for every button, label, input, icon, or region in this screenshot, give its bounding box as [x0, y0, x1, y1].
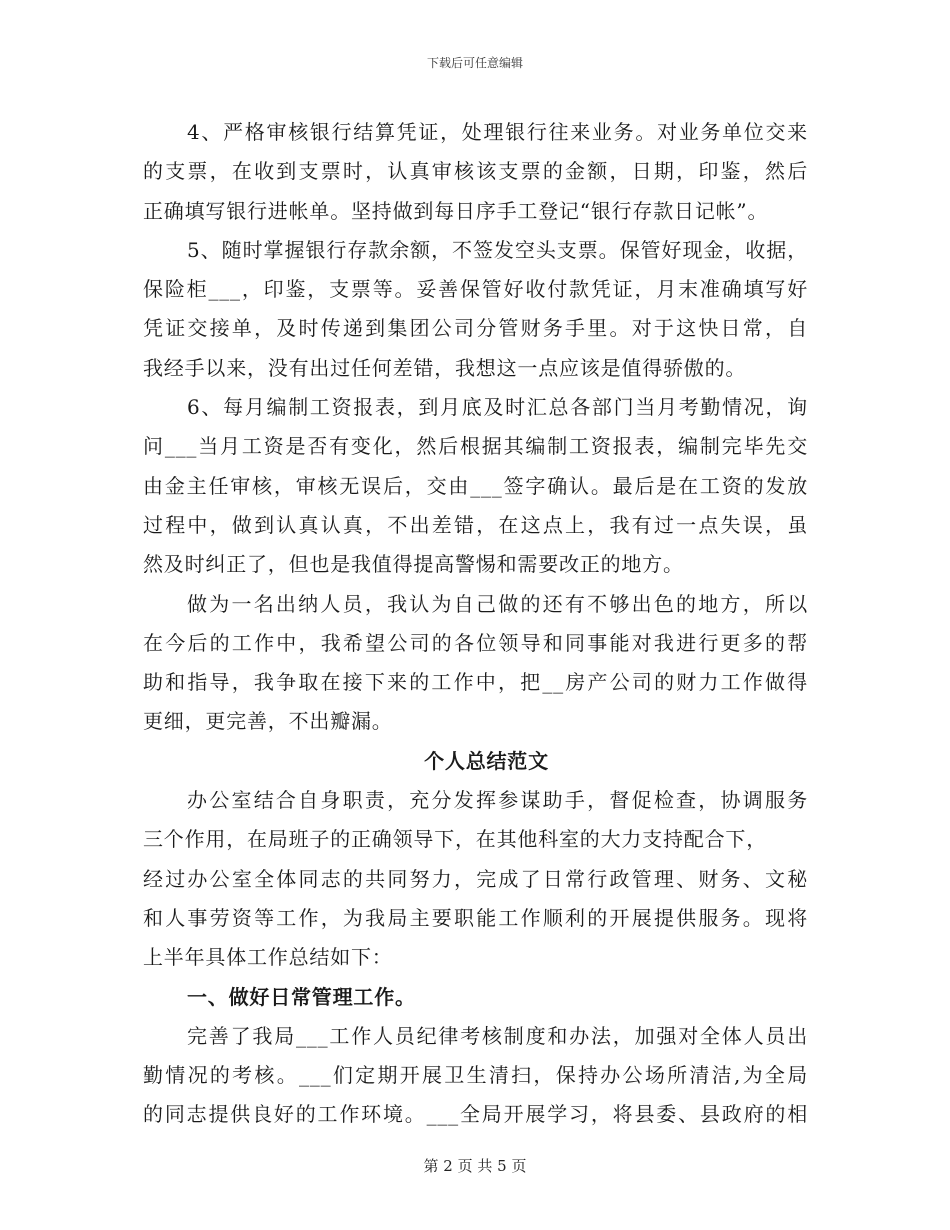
- text-line: 完善了我局___工作人员纪律考核制度和办法，加强对全体人员出: [187, 1023, 808, 1048]
- text-line: 我经手以来，没有出过任何差错，我想这一点应该是值得骄傲的。: [143, 355, 747, 380]
- text-line: 问___当月工资是否有变化，然后根据其编制工资报表，编制完毕先交: [143, 434, 808, 459]
- text-line: 保险柜___，印鉴，支票等。妥善保管好收付款凭证，月末准确填写好: [143, 277, 808, 302]
- text-line: 由金主任审核，审核无误后，交由___签字确认。最后是在工资的发放: [143, 473, 808, 498]
- text-line: 过程中，做到认真认真，不出差错，在这点上，我有过一点失误，虽: [143, 512, 808, 537]
- text-line: 然及时纠正了，但也是我值得提高警惕和需要改正的地方。: [143, 552, 684, 577]
- section-title: 个人总结范文: [424, 748, 549, 773]
- text-line: 5、随时掌握银行存款余额，不签发空头支票。保管好现金，收据，: [187, 237, 808, 262]
- text-line: 三个作用，在局班子的正确领导下，在其他科室的大力支持配合下，: [143, 827, 767, 852]
- page-number-footer: 第 2 页 共 5 页: [423, 1157, 527, 1175]
- text-line: 的同志提供良好的工作环境。___全局开展学习，将县委、县政府的相: [143, 1102, 808, 1127]
- text-line: 经过办公室全体同志的共同努力，完成了日常行政管理、财务、文秘: [143, 866, 808, 891]
- page-header-note: 下载后可任意编辑: [426, 56, 523, 70]
- text-line: 正确填写银行进帐单。坚持做到每日序手工登记“银行存款日记帐”。: [143, 198, 769, 223]
- text-line: 勤情况的考核。___们定期开展卫生清扫，保持办公场所清洁,为全局: [143, 1063, 808, 1088]
- text-line: 6、每月编制工资报表，到月底及时汇总各部门当月考勤情况，询: [187, 395, 808, 420]
- text-line: 凭证交接单，及时传递到集团公司分管财务手里。对于这快日常，自: [143, 316, 808, 341]
- text-line: 办公室结合自身职责，充分发挥参谋助手，督促检查，协调服务: [187, 788, 808, 813]
- text-line: 和人事劳资等工作，为我局主要职能工作顺利的开展提供服务。现将: [143, 905, 808, 930]
- text-line: 做为一名出纳人员，我认为自己做的还有不够出色的地方，所以: [187, 591, 808, 616]
- document-body: [143, 113, 808, 1135]
- text-line: 在今后的工作中，我希望公司的各位领导和同事能对我进行更多的帮: [143, 630, 808, 655]
- text-line: 4、严格审核银行结算凭证，处理银行往来业务。对业务单位交来: [187, 120, 808, 144]
- subsection-heading: 一、做好日常管理工作。: [187, 984, 416, 1009]
- text-line: 上半年具体工作总结如下：: [143, 945, 393, 970]
- text-line: 助和指导，我争取在接下来的工作中，把__房产公司的财力工作做得: [143, 670, 808, 695]
- text-line: 的支票，在收到支票时，认真审核该支票的金额，日期，印鉴，然后: [143, 159, 808, 184]
- text-line: 更细，更完善，不出瓣漏。: [143, 709, 393, 734]
